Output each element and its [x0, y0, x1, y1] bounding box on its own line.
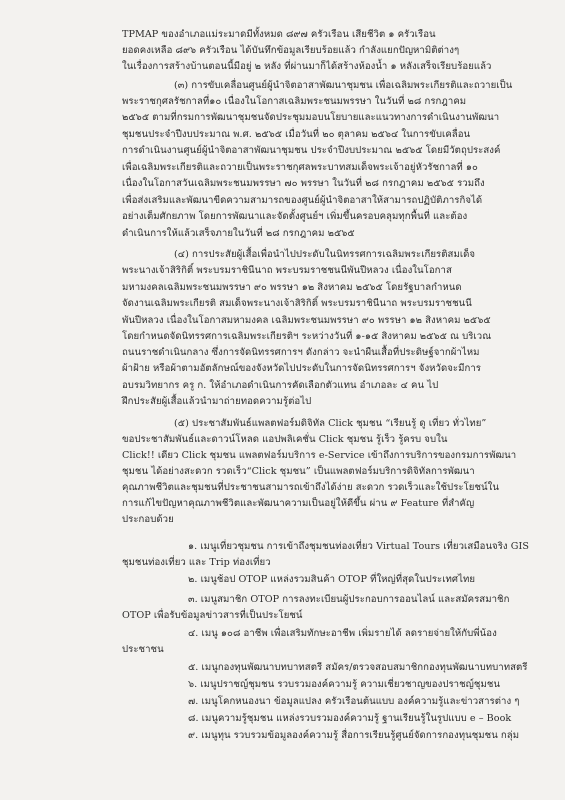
list-item: ๗. เมนูโคกหนองนา ข้อมูลแปลง ครัวเรือนต้นแบบ องค์ความรู้และข่าวสารต่าง ๆ — [188, 696, 520, 707]
text-line: ในเรื่องการสร้างบ้านตอนนี้มีอยู่ ๒ หลัง ที่ผ่านมาก็ได้สร้างห้องน้ำ ๑ หลังเสร็จเรียบร้อยแล้ว — [122, 61, 492, 72]
text-line: พันปีหลวง เนื่องในโอกาสมหามงคล เฉลิมพระชนมพรรษา ๙๐ พรรษา ๑๒ สิงหาคม ๒๕๖๕ — [122, 315, 491, 326]
text-line: อบรมวิทยากร ครู ก. ให้อำเภอดำเนินการคัดเลือกตัวแทน อำเภอละ ๔ คน ไป — [122, 380, 439, 391]
text-line: จัดงานเฉลิมพระเกียรติ สมเด็จพระนางเจ้าสิริกิติ์ พระบรมราชินีนาถ พระบรมราชชนนี — [122, 298, 472, 309]
text-line: (๓) การขับเคลื่อนศูนย์ผู้นำจิตอาสาพัฒนาชุมชน เพื่อเฉลิมพระเกียรติและถวายเป็น — [174, 80, 513, 91]
text-line: ๒๕๖๕ ตามที่กรมการพัฒนาชุมชนจัดประชุมมอบนโยบายและแนวทางการดำเนินงานพัฒนา — [122, 112, 500, 123]
text-line: ดำเนินการให้แล้วเสร็จภายในวันที่ ๒๘ กรกฎาคม ๒๕๖๕ — [122, 228, 355, 239]
text-line: ถนนราชดำเนินกลาง ซึ่งการจัดนิทรรศการฯ ดังกล่าว จะนำผืนเสื้อที่ประดิษฐ์จากผ้าไหม — [122, 347, 480, 358]
list-item: ๖. เมนูปราชญ์ชุมชน รวบรวมองค์ความรู้ ความเชี่ยวชาญของปราชญ์ชุมชน — [188, 679, 501, 690]
list-item: ๘. เมนูความรู้ชุมชน แหล่งรวบรวมองค์ความรู้ ฐานเรียนรู้ในรูปแบบ e – Book — [188, 713, 512, 724]
list-item: ๙. เมนูทุน รวบรวมข้อมูลองค์ความรู้ สื่อการเรียนรู้ศูนย์จัดการกองทุนชุมชน กลุ่ม — [188, 730, 520, 741]
text-line: ยอดคงเหลือ ๘๙๖ ครัวเรือน ได้บันทึกข้อมูลเรียบร้อยแล้ว กำลังแยกปัญหามิติต่างๆ — [122, 45, 460, 56]
text-line: คุณภาพชีวิตและชุมชนที่ประชาชนสามารถเข้าถึงได้ง่าย สะดวก รวดเร็วและใช้ประโยชน์ใน — [122, 482, 499, 493]
text-line: ผ้าฝ้าย หรือผ้าตามอัตลักษณ์ของจังหวัดไปประดับในการจัดนิทรรศการฯ จังหวัดจะมีการ — [122, 363, 482, 374]
text-line: (๔) การประสัยผู้เสื้อเพื่อนำไปประดับในนิทรรศการเฉลิมพระเกียรติสมเด็จ — [174, 249, 476, 260]
text-line: พระนางเจ้าสิริกิติ์ พระบรมราชินีนาถ พระบรมราชชนนีพันปีหลวง เนื่องในโอกาส — [122, 265, 452, 276]
text-line: ฝึกประสัยผู้เสื้อแล้วนำมาถ่ายทอดความรู้ต่อไป — [122, 396, 312, 407]
text-line: เพื่อเฉลิมพระเกียรติและถวายเป็นพระราชกุศลพระบาทสมเด็จพระเจ้าอยู่หัวรัชกาลที่ ๑๐ — [122, 162, 478, 173]
text-line: เนื่องในโอกาสวันเฉลิมพระชนมพรรษา ๗๐ พรรษา ในวันที่ ๒๘ กรกฎาคม ๒๕๖๕ รวมถึง — [122, 178, 485, 189]
list-item: ประชาชน — [122, 644, 164, 655]
text-line: โดยกำหนดจัดนิทรรศการเฉลิมพระเกียรติฯ ระหว่างวันที่ ๑-๑๕ สิงหาคม ๒๕๖๕ ณ บริเวณ — [122, 331, 492, 342]
list-item: ๕. เมนูกองทุนพัฒนาบทบาทสตรี สมัคร/ตรวจสอบสมาชิกกองทุนพัฒนาบทบาทสตรี — [188, 662, 528, 673]
text-line: การแก้ไขปัญหาคุณภาพชีวิตและพัฒนาความเป็นอยู่ให้ดีขึ้น ผ่าน ๙ Feature ที่สำคัญ — [122, 498, 475, 509]
text-line: ชุมชนประจำปีงบประมาณ พ.ศ. ๒๕๖๕ เมื่อวันที่ ๒๐ ตุลาคม ๒๕๖๔ ในการขับเคลื่อน — [122, 129, 471, 140]
text-line: ชุมชน ได้อย่างสะดวก รวดเร็ว“Click ชุมชน” เป็นแพลตฟอร์มบริการดิจิทัลการพัฒนา — [122, 466, 475, 477]
list-item: ชุมชนท่องเที่ยว และ Trip ท่องเที่ยว — [122, 557, 271, 568]
text-line: การดำเนินงานศูนย์ผู้นำจิตอาสาพัฒนาชุมชน ประจำปีงบประมาณ ๒๕๖๕ โดยมีวัตถุประสงค์ — [122, 145, 501, 156]
text-line: TPMAP ของอำเภอแม่ระมาดมีทั้งหมด ๘๙๗ ครัวเรือน เสียชีวิต ๑ ครัวเรือน — [122, 29, 436, 40]
text-line: เพื่อส่งเสริมและพัฒนาขีดความสามารถของศูนย์ผู้นำจิตอาสาให้สามารถปฏิบัติภารกิจได้ — [122, 195, 483, 206]
text-line: อย่างเต็มศักยภาพ โดยการพัฒนาและจัดตั้งศูนย์ฯ เพิ่มขึ้นครอบคลุมทุกพื้นที่ และต้อง — [122, 211, 468, 222]
text-line: มหามงคลเฉลิมพระชนมพรรษา ๙๐ พรรษา ๑๒ สิงหาคม ๒๕๖๕ โดยรัฐบาลกำหนด — [122, 282, 462, 293]
text-line: (๕) ประชาสัมพันธ์แพลตฟอร์มดิจิทัล Click ชุมชน “เรียนรู้ ดู เที่ยว ทั่วไทย” — [174, 418, 487, 429]
list-item: ๒. เมนูช้อป OTOP แหล่งรวมสินค้า OTOP ที่ใหญ่ที่สุดในประเทศไทย — [188, 574, 475, 585]
list-item: OTOP เพื่อรับข้อมูลข่าวสารที่เป็นประโยชน์ — [122, 610, 303, 621]
text-line: Click!! เดียว Click ชุมชน แพลตฟอร์มบริการ e-Service เข้าถึงการบริการของกรมการพัฒนา — [122, 450, 517, 461]
text-line: พระราชกุศลรัชกาลที่๑๐ เนื่องในโอกาสเฉลิมพระชนมพรรษา ในวันที่ ๒๘ กรกฎาคม — [122, 96, 467, 107]
list-item: ๔. เมนู ๑๐๘ อาชีพ เพื่อเสริมทักษะอาชีพ เพิ่มรายได้ ลดรายจ่ายให้กับพี่น้อง — [188, 628, 497, 639]
text-line: ขอประชาสัมพันธ์และดาวน์โหลด แอปพลิเคชั่น Click ชุมชน รู้เร็ว รู้ครบ จบใน — [122, 434, 448, 445]
list-item: ๓. เมนูสมาชิก OTOP การลงทะเบียนผู้ประกอบการออนไลน์ และสมัครสมาชิก — [188, 594, 510, 605]
text-line: ประกอบด้วย — [122, 514, 174, 525]
list-item: ๑. เมนูเที่ยวชุมชน การเข้าถึงชุมชนท่องเที่ยว Virtual Tours เที่ยวเสมือนจริง GIS — [188, 541, 529, 552]
